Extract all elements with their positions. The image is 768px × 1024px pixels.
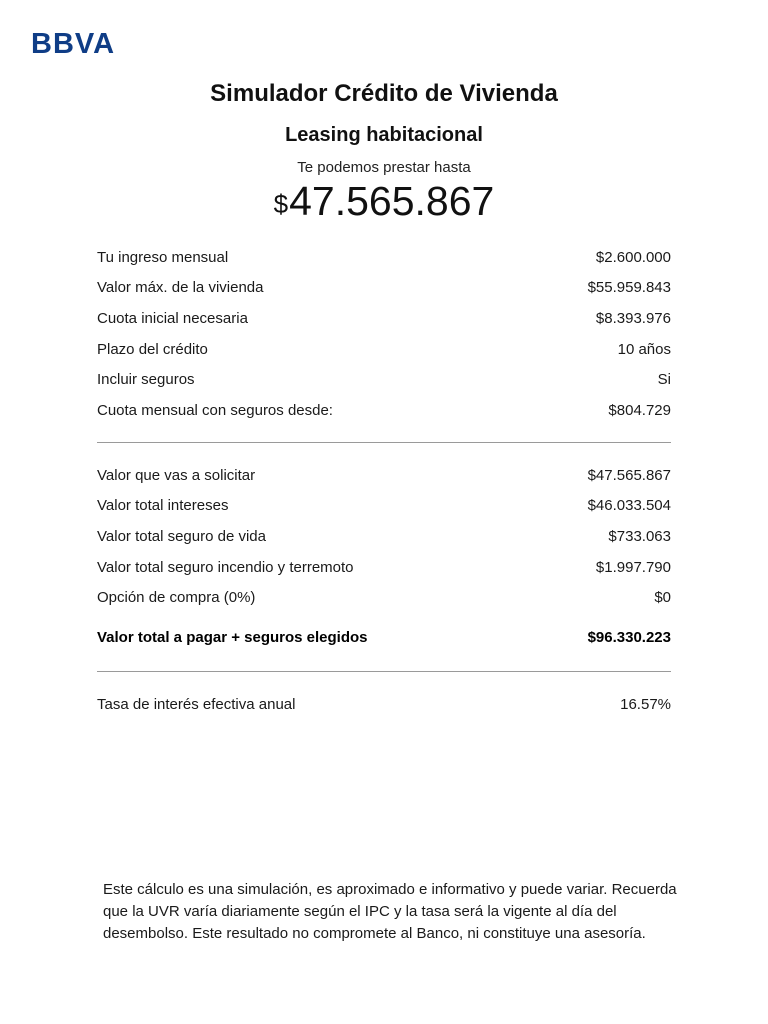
row-value: $8.393.976 <box>595 309 671 327</box>
table-row <box>97 460 671 491</box>
row-label: Valor máx. de la vivienda <box>97 279 264 297</box>
row-label: Tu ingreso mensual <box>97 248 229 266</box>
table-row <box>97 491 671 522</box>
row-label: Cuota inicial necesaria <box>97 309 248 327</box>
row-label: Valor total seguro de vida <box>97 527 266 545</box>
row-label: Valor total seguro incendio y terremoto <box>97 558 354 576</box>
row-label: Incluir seguros <box>97 371 195 389</box>
row-value: $2.600.000 <box>595 248 671 266</box>
table-row <box>97 689 671 720</box>
total-table <box>97 622 671 653</box>
table-row <box>97 364 671 395</box>
row-value: $733.063 <box>608 527 671 545</box>
total-row <box>97 622 671 653</box>
loan-cost-table <box>97 460 671 613</box>
row-value: Si <box>657 371 671 389</box>
page-title: Simulador Crédito de Vivienda <box>210 80 558 107</box>
table-row <box>97 303 671 334</box>
loan-amount-label: Te podemos prestar hasta <box>297 159 471 176</box>
currency-symbol: $ <box>273 189 289 219</box>
table-row <box>97 552 671 583</box>
table-row <box>97 273 671 304</box>
loan-amount <box>0 176 768 229</box>
page-subtitle: Leasing habitacional <box>285 124 483 146</box>
table-row <box>97 242 671 273</box>
row-value: 16.57% <box>620 695 671 713</box>
table-row <box>97 582 671 613</box>
loan-summary-table <box>97 242 671 426</box>
total-label: Valor total a pagar + seguros elegidos <box>97 628 368 646</box>
table-row <box>97 521 671 552</box>
row-label: Valor que vas a solicitar <box>97 466 256 484</box>
disclaimer-text: Este cálculo es una simulación, es aproximado e informativo y puede variar. Recuerda que la UVR varía diariamente según el IPC y la tasa será la vigente al día del desembolso. Este resultado no compromete al Banco, ni constituye una asesoría. <box>103 881 677 942</box>
row-value: $46.033.504 <box>587 497 671 515</box>
row-value: $47.565.867 <box>587 466 671 484</box>
row-label: Tasa de interés efectiva anual <box>97 695 296 713</box>
section-divider <box>97 671 671 672</box>
table-row <box>97 395 671 426</box>
row-value: $1.997.790 <box>595 558 671 576</box>
bbva-logo: BBVA <box>31 28 116 60</box>
row-value: $0 <box>654 589 671 607</box>
interest-rate-table <box>97 689 671 720</box>
row-value: $55.959.843 <box>587 279 671 297</box>
total-value: $96.330.223 <box>587 628 671 646</box>
row-label: Opción de compra (0%) <box>97 589 256 607</box>
row-value: 10 años <box>617 340 671 358</box>
loan-amount-value: 47.565.867 <box>289 178 495 224</box>
row-label: Cuota mensual con seguros desde: <box>97 401 333 419</box>
row-label: Valor total intereses <box>97 497 229 515</box>
row-label: Plazo del crédito <box>97 340 208 358</box>
row-value: $804.729 <box>608 401 671 419</box>
table-row <box>97 334 671 365</box>
section-divider <box>97 442 671 443</box>
